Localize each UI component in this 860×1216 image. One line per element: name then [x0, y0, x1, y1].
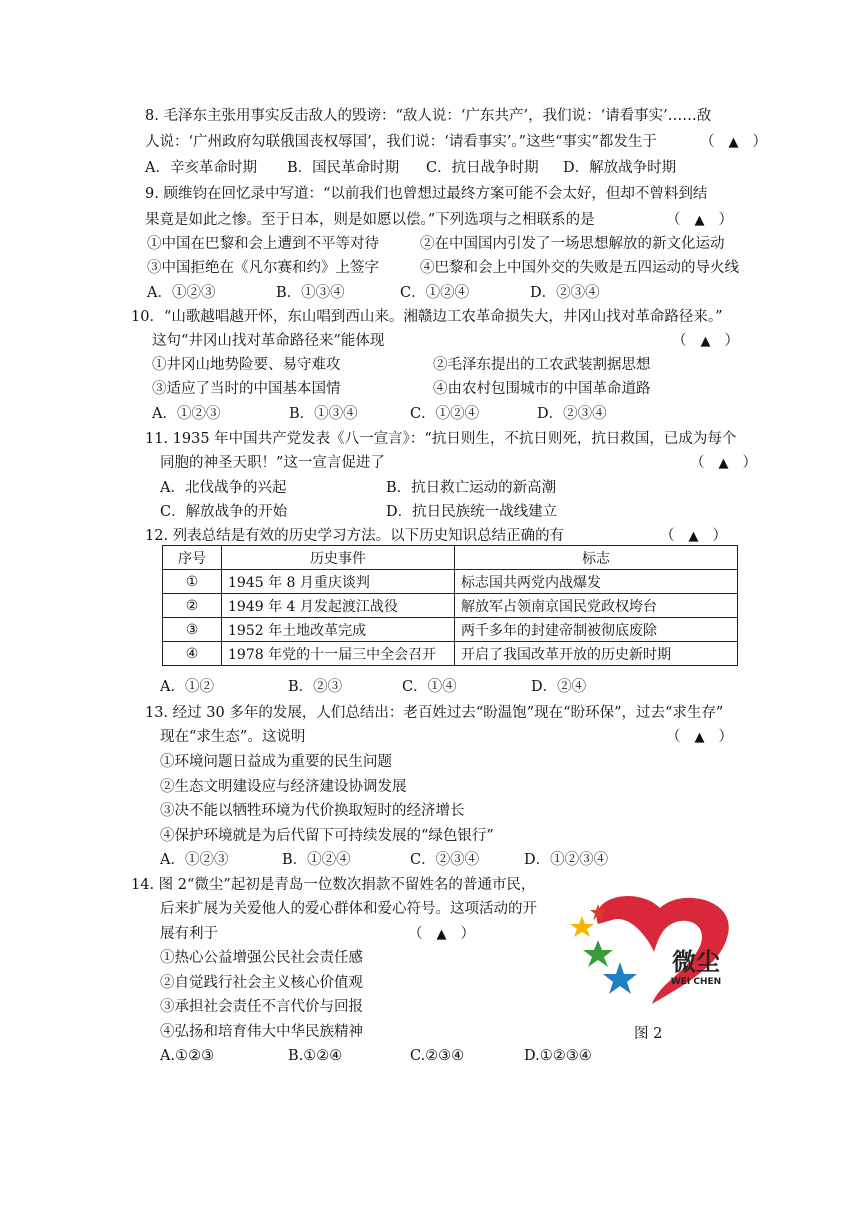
table-cell: 1949 年 4 月发起渡江战役 — [222, 594, 455, 618]
table-cell: 解放军占领南京国民党政权垮台 — [455, 594, 738, 618]
q14-item-2: ②自觉践行社会主义核心价值观 — [160, 975, 363, 991]
table-cell: ③ — [163, 618, 222, 642]
q10-option-b: B．①③④ — [289, 406, 358, 422]
q8-option-d: D．解放战争时期 — [563, 160, 677, 176]
q12-option-a: A．①② — [160, 679, 214, 695]
q14-answer-mark: （ ▲ ） — [408, 926, 475, 942]
q10-item-1: ①井冈山地势险要、易守难攻 — [152, 357, 341, 373]
q8-option-a: A．辛亥革命时期 — [145, 160, 257, 176]
q11-line-1: 11. 1935 年中国共产党发表《八一宣言》：“抗日则生，不抗日则死，抗日救国，已成为每个 — [145, 431, 737, 447]
header-sign: 标志 — [455, 546, 738, 570]
q14-option-a: A.①②③ — [160, 1048, 215, 1064]
q14-option-d: D.①②③④ — [524, 1048, 592, 1064]
q13-line-1: 13. 经过 30 多年的发展，人们总结出：老百姓过去“盼温饱”现在“盼环保”，过去“求生存” — [145, 705, 724, 721]
q9-option-d: D．②③④ — [530, 285, 600, 301]
green-star-icon — [583, 940, 613, 967]
q11-option-c: C．解放战争的开始 — [160, 504, 288, 520]
history-summary-table — [162, 545, 738, 666]
q11-option-a: A．北伐战争的兴起 — [160, 480, 287, 496]
q12-option-d: D．②④ — [531, 679, 587, 695]
q10-item-4: ④由农村包围城市的中国革命道路 — [433, 381, 651, 397]
q13-line-2: 现在“求生态”。这说明 — [160, 729, 306, 745]
table-row — [163, 570, 738, 594]
table-cell: 1952 年土地改革完成 — [222, 618, 455, 642]
q14-item-3: ③承担社会责任不言代价与回报 — [160, 999, 363, 1015]
q10-option-d: D．②③④ — [537, 406, 607, 422]
q11-option-d: D．抗日民族统一战线建立 — [386, 504, 558, 520]
table-cell: 开启了我国改革开放的历史新时期 — [455, 642, 738, 666]
q13-answer-mark: （ ▲ ） — [666, 729, 733, 745]
q10-item-3: ③适应了当时的中国基本国情 — [152, 381, 341, 397]
figure-2-caption: 图 2 — [634, 1026, 663, 1042]
q13-option-b: B．①②④ — [282, 852, 351, 868]
table-cell: 1945 年 8 月重庆谈判 — [222, 570, 455, 594]
q14-line-1: 14. 图 2“微尘”起初是青岛一位数次捐款不留姓名的普通市民， — [131, 877, 536, 893]
q9-answer-mark: （ ▲ ） — [666, 212, 733, 228]
q14-option-c: C.②③④ — [410, 1048, 465, 1064]
q10-line-1: 10．“山歌越唱越开怀，东山唱到西山来。湘赣边工农革命损失大，井冈山找对革命路径来。” — [131, 309, 723, 325]
q10-option-c: C．①②④ — [410, 406, 480, 422]
q13-option-a: A．①②③ — [160, 852, 229, 868]
weichen-logo-image — [568, 886, 736, 1010]
yellow-star-icon — [570, 916, 594, 937]
q11-answer-mark: （ ▲ ） — [690, 455, 757, 471]
q9-line-2: 果竟是如此之惨。至于日本，则是如愿以偿。”下列选项与之相联系的是 — [145, 212, 595, 228]
q9-option-b: B．①③④ — [276, 285, 345, 301]
q12-line-1: 12. 列表总结是有效的历史学习方法。以下历史知识总结正确的有 — [145, 528, 565, 544]
q13-option-c: C．②③④ — [410, 852, 480, 868]
q12-answer-mark: （ ▲ ） — [660, 528, 727, 544]
blue-star-icon — [603, 962, 637, 994]
q14-line-2: 后来扩展为关爱他人的爱心群体和爱心符号。这项活动的开 — [160, 901, 537, 917]
table-cell: ④ — [163, 642, 222, 666]
q10-line-2: 这句“井冈山找对革命路径来”能体现 — [152, 333, 385, 349]
q8-option-c: C．抗日战争时期 — [426, 160, 539, 176]
q11-line-2: 同胞的神圣天职！”这一宣言促进了 — [160, 455, 385, 471]
header-index: 序号 — [163, 546, 222, 570]
q8-line-1: 8. 毛泽东主张用事实反击敌人的毁谤：“敌人说：‘广东共产’，我们说：‘请看事实’……敌 — [145, 108, 712, 124]
q13-item-4: ④保护环境就是为后代留下可持续发展的“绿色银行” — [160, 828, 494, 844]
table-cell: 两千多年的封建帝制被彻底废除 — [455, 618, 738, 642]
q14-line-3: 展有利于 — [160, 926, 218, 942]
q9-item-4: ④巴黎和会上中国外交的失败是五四运动的导火线 — [420, 260, 739, 276]
q10-answer-mark: （ ▲ ） — [672, 333, 739, 349]
q13-option-d: D．①②③④ — [524, 852, 609, 868]
q9-item-2: ②在中国国内引发了一场思想解放的新文化运动 — [420, 236, 725, 252]
table-cell: ② — [163, 594, 222, 618]
q14-item-1: ①热心公益增强公民社会责任感 — [160, 950, 363, 966]
q12-option-c: C．①④ — [402, 679, 457, 695]
table-header-row — [163, 546, 738, 570]
q9-option-a: A．①②③ — [147, 285, 216, 301]
q13-item-3: ③决不能以牺牲环境为代价换取短时的经济增长 — [160, 803, 465, 819]
q9-line-1: 9. 顾维钧在回忆录中写道：“以前我们也曾想过最终方案可能不会太好，但却不曾料到结 — [145, 186, 708, 202]
logo-text-weichen: 微尘 — [672, 948, 720, 976]
q8-answer-mark: （ ▲ ） — [700, 134, 767, 150]
table-row — [163, 594, 738, 618]
logo-subtext: WEI CHEN — [670, 977, 722, 987]
q9-item-3: ③中国拒绝在《凡尔赛和约》上签字 — [147, 260, 379, 276]
q14-item-4: ④弘扬和培育伟大中华民族精神 — [160, 1024, 363, 1040]
q10-option-a: A．①②③ — [152, 406, 221, 422]
q8-option-b: B．国民革命时期 — [287, 160, 400, 176]
q9-option-c: C．①②④ — [400, 285, 470, 301]
table-cell: 1978 年党的十一届三中全会召开 — [222, 642, 455, 666]
q9-item-1: ①中国在巴黎和会上遭到不平等对待 — [147, 236, 379, 252]
q13-item-1: ①环境问题日益成为重要的民生问题 — [160, 754, 392, 770]
table-row — [163, 642, 738, 666]
table-cell: 标志国共两党内战爆发 — [455, 570, 738, 594]
table-row — [163, 618, 738, 642]
header-event: 历史事件 — [222, 546, 455, 570]
table-cell: ① — [163, 570, 222, 594]
q13-item-2: ②生态文明建设应与经济建设协调发展 — [160, 779, 407, 795]
q11-option-b: B．抗日救亡运动的新高潮 — [386, 480, 557, 496]
q12-option-b: B．②③ — [288, 679, 343, 695]
q14-option-b: B.①②④ — [288, 1048, 343, 1064]
q8-line-2: 人说：‘广州政府勾联俄国丧权辱国’，我们说：‘请看事实’。”这些“事实”都发生于 — [145, 134, 657, 150]
q10-item-2: ②毛泽东提出的工农武装割据思想 — [433, 357, 651, 373]
